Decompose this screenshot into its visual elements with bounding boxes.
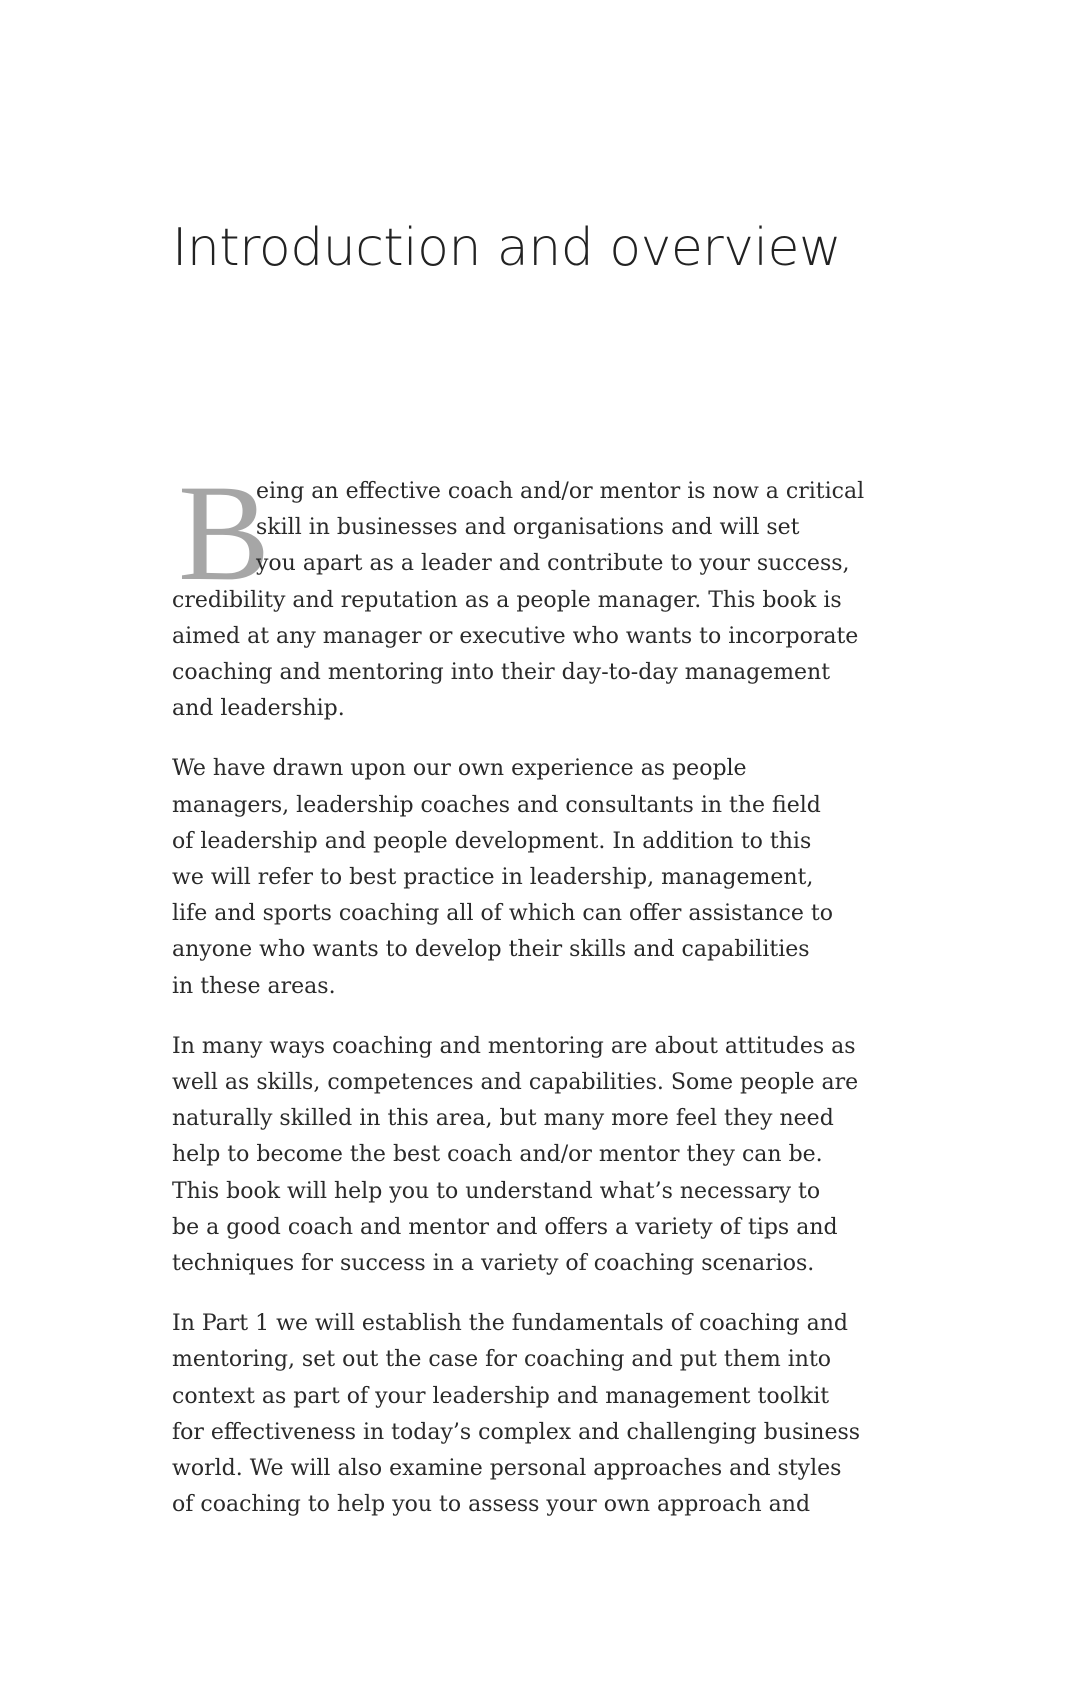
text-line: of leadership and people development. In addition to this (172, 828, 812, 854)
text-line: and leadership. (172, 696, 345, 722)
text-line: naturally skilled in this area, but many more feel they need (172, 1106, 834, 1132)
body-text (172, 474, 892, 1547)
text-line: mentoring, set out the case for coaching and put them into (172, 1347, 832, 1373)
text-line: In many ways coaching and mentoring are about attitudes as (172, 1033, 856, 1059)
text-line: In Part 1 we will establish the fundamentals of coaching and (172, 1311, 849, 1337)
text-line: managers, leadership coaches and consultants in the field (172, 792, 821, 818)
drop-cap: B (178, 456, 271, 609)
text-line: for effectiveness in today’s complex and challenging business (172, 1419, 861, 1445)
text-line: We have drawn upon our own experience as people (172, 756, 747, 782)
paragraph-3 (172, 1029, 892, 1282)
text-line: be a good coach and mentor and offers a variety of tips and (172, 1214, 838, 1240)
text-line: aimed at any manager or executive who wants to incorporate (172, 623, 859, 649)
chapter-title: Introduction and overview (172, 218, 841, 278)
text-line: skill in businesses and organisations and will set (256, 515, 800, 541)
text-line: eing an effective coach and/or mentor is now a critical (256, 479, 865, 504)
text-line: well as skills, competences and capabilities. Some people are (172, 1070, 859, 1096)
paragraph-4 (172, 1306, 892, 1523)
text-line: This book will help you to understand what’s necessary to (172, 1178, 821, 1204)
text-line: in these areas. (172, 973, 336, 999)
text-line: you apart as a leader and contribute to your success, (256, 551, 850, 577)
text-line: credibility and reputation as a people manager. This book is (172, 587, 842, 613)
paragraph-1 (172, 474, 892, 727)
text-line: anyone who wants to develop their skills and capabilities (172, 937, 810, 963)
text-line: world. We will also examine personal approaches and styles (172, 1456, 842, 1482)
paragraph-2 (172, 751, 892, 1004)
text-line: we will refer to best practice in leadership, management, (172, 865, 814, 891)
text-line: context as part of your leadership and management toolkit (172, 1383, 830, 1409)
text-line: coaching and mentoring into their day-to-day management (172, 660, 831, 686)
text-line: of coaching to help you to assess your own approach and (172, 1492, 811, 1518)
text-line: life and sports coaching all of which can offer assistance to (172, 901, 833, 927)
text-line: help to become the best coach and/or mentor they can be. (172, 1142, 823, 1168)
text-line: techniques for success in a variety of coaching scenarios. (172, 1251, 815, 1277)
